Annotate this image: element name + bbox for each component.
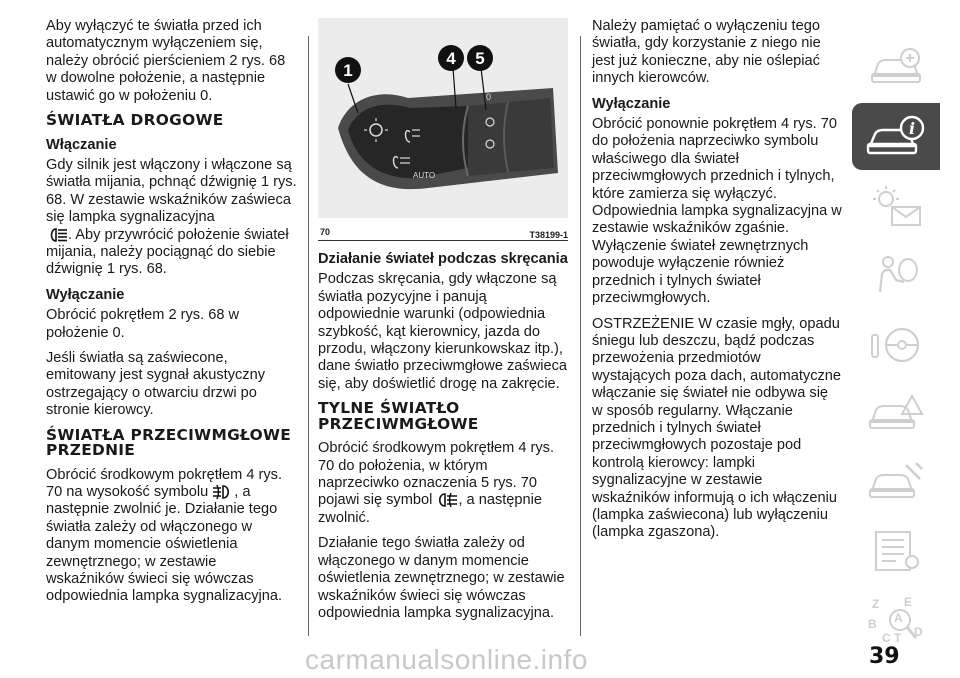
paragraph: Należy pamiętać o wyłączeniu tego światła, gdy korzystanie z niego nie jest już konieczne, aby nie oślepiać innych kierowców. xyxy=(592,18,821,87)
paragraph: OSTRZEŻENIE W czasie mgły, opadu śniegu lub deszczu, bądź podczas przewożenia przedmiotów wystających poza dach, automatyczne włączanie się świateł nie odbywa się w sposób regularny. Włączanie przednich i tylnych świateł przeciwmgłowych pozostaje pod kontrolą kierowcy: lampki sygnalizacyjne w zestawie wskaźników informują o ich włączeniu (lampka zaświecona) lub wyłączeniu (lampka zgaszona). xyxy=(592,315,842,541)
column-divider xyxy=(308,36,309,636)
index-letter: C xyxy=(882,630,891,645)
safety-airbag-icon xyxy=(866,252,926,298)
tab-safety[interactable] xyxy=(852,241,940,308)
light-stalk-illustration xyxy=(318,18,568,218)
figure-caption xyxy=(318,218,568,241)
index-letter: T xyxy=(894,630,902,645)
watermark: carmanualsonline.info xyxy=(305,644,588,675)
subheading-switch-on: Włączanie xyxy=(46,136,117,153)
callout-1: 1 xyxy=(343,61,353,80)
column-right xyxy=(592,18,842,550)
section-heading-high-beam: ŚWIATŁA DROGOWE xyxy=(46,111,224,130)
paragraph xyxy=(318,440,568,527)
paragraph: Podczas skręcania, gdy włączone są światła pozycyjne i panują odpowiednie warunki (odpowiednia szybkość, kąt kierownicy, jazda do przodu, włączony kierunkowskaz itp.), dane światło przeciwmgłowe zaświeca się, aby doświetlić drogę na zakręcie. xyxy=(318,271,568,392)
figure-number: 70 xyxy=(320,227,331,237)
paragraph: Obrócić ponownie pokrętłem 4 rys. 70 do położenia naprzeciwko symbolu właściwego dla świateł przeciwmgłowych przednich i tylnych, które zamierza się wyłączyć. Odpowiednia lampka sygnalizacyjna w zestawie wskaźników zgaśnie. Wyłączenie świateł zewnętrznych powoduje wyłączenie również przednich i tylnych świateł przeciwmgłowych. xyxy=(592,116,842,307)
tab-steering[interactable] xyxy=(852,310,940,377)
column-left xyxy=(46,18,298,614)
tab-warning-lights[interactable] xyxy=(852,172,940,239)
paragraph-text: . Aby przywrócić położenie świateł mijania, należy pociągnąć do siebie dźwignię 1 rys. 68. xyxy=(46,226,289,278)
subheading-switch-off: Wyłączanie xyxy=(592,95,671,112)
figure-light-stalk xyxy=(318,18,568,218)
callout-5: 5 xyxy=(475,49,485,68)
info-letter: i xyxy=(908,118,916,138)
technical-data-icon xyxy=(866,528,926,574)
chapter-tabs xyxy=(852,34,940,655)
tab-index[interactable] xyxy=(852,586,940,653)
warning-lights-icon xyxy=(866,183,926,229)
index-letter: D xyxy=(914,624,923,639)
index-letter: A xyxy=(894,610,903,625)
front-fog-light-icon xyxy=(212,484,234,500)
car-info-icon xyxy=(864,114,928,160)
paragraph-text: , a następnie zwolnić. xyxy=(318,492,543,526)
tab-emergency[interactable] xyxy=(852,379,940,446)
tab-technical-data[interactable] xyxy=(852,517,940,584)
paragraph: Działanie tego światła zależy od włączonego w danym momencie oświetlenia zewnętrznego; w zestawie wskaźników świeci się wówczas odpowiednia lampka sygnalizacyjna. xyxy=(318,535,565,621)
index-icon xyxy=(864,594,928,646)
steering-start-icon xyxy=(866,321,926,367)
subheading-cornering: Działanie świateł podczas skręcania xyxy=(318,251,568,267)
paragraph-text: Obrócić środkowym pokrętłem 4 rys. 70 do położenia, w którym naprzeciwko oznaczenia 5 rys. 70 pojawi się symbol xyxy=(318,440,554,509)
maintenance-icon xyxy=(866,459,926,505)
tab-car-info[interactable] xyxy=(852,103,940,170)
paragraph: Jeśli światła są zaświecone, emitowany jest sygnał akustyczny ostrzegający o otwarciu drzwi po stronie kierowcy. xyxy=(46,350,265,419)
paragraph: Aby wyłączyć te światła przed ich automatycznym wyłączeniem się, należy obrócić pierścieniem 2 rys. 68 w dowolne położenie, a następnie ustawić go w położeniu 0. xyxy=(46,18,286,104)
index-letter: E xyxy=(904,594,913,609)
figure-code: T38199-1 xyxy=(529,230,568,240)
paragraph-text: Obrócić środkowym pokrętłem 4 rys. 70 na wysokość symbolu xyxy=(46,466,282,501)
index-letter: Z xyxy=(872,596,880,611)
paragraph-text: Gdy silnik jest włączony i włączone są światła mijania, pchnąć dźwignię 1 rys. 68. W zestawie wskaźników zaświeca się lampka sygnalizacyjna xyxy=(46,156,297,226)
paragraph xyxy=(46,157,298,279)
paragraph xyxy=(46,467,298,606)
rear-fog-light-icon xyxy=(436,492,458,508)
callout-4: 4 xyxy=(446,49,456,68)
section-heading-rear-fog: TYLNE ŚWIATŁO PRZECIWMGŁOWE xyxy=(318,399,479,433)
column-divider xyxy=(580,36,581,636)
index-letter: B xyxy=(868,616,877,631)
car-emergency-icon xyxy=(866,390,926,436)
paragraph: Obrócić pokrętłem 2 rys. 68 w położenie 0. xyxy=(46,307,240,341)
tab-car-overview[interactable] xyxy=(852,34,940,101)
subheading-switch-off: Wyłączanie xyxy=(46,286,125,303)
section-heading-front-fog: ŚWIATŁA PRZECIWMGŁOWE PRZEDNIE xyxy=(46,425,292,460)
car-overview-icon xyxy=(866,46,926,90)
column-middle xyxy=(318,18,568,630)
page-number: 39 xyxy=(869,644,900,669)
high-beam-icon xyxy=(46,227,68,243)
tab-maintenance[interactable] xyxy=(852,448,940,515)
auto-label: AUTO xyxy=(413,171,436,180)
zero-label: 0 xyxy=(486,92,492,102)
paragraph-text: , a następnie zwolnić je. Działanie tego światła zależy od włączonego w danym momencie oświetlenia zewnętrznego; w zestawie wskaźników świeci się wówczas odpowiednia lampka sygnalizacyjna. xyxy=(46,484,283,605)
